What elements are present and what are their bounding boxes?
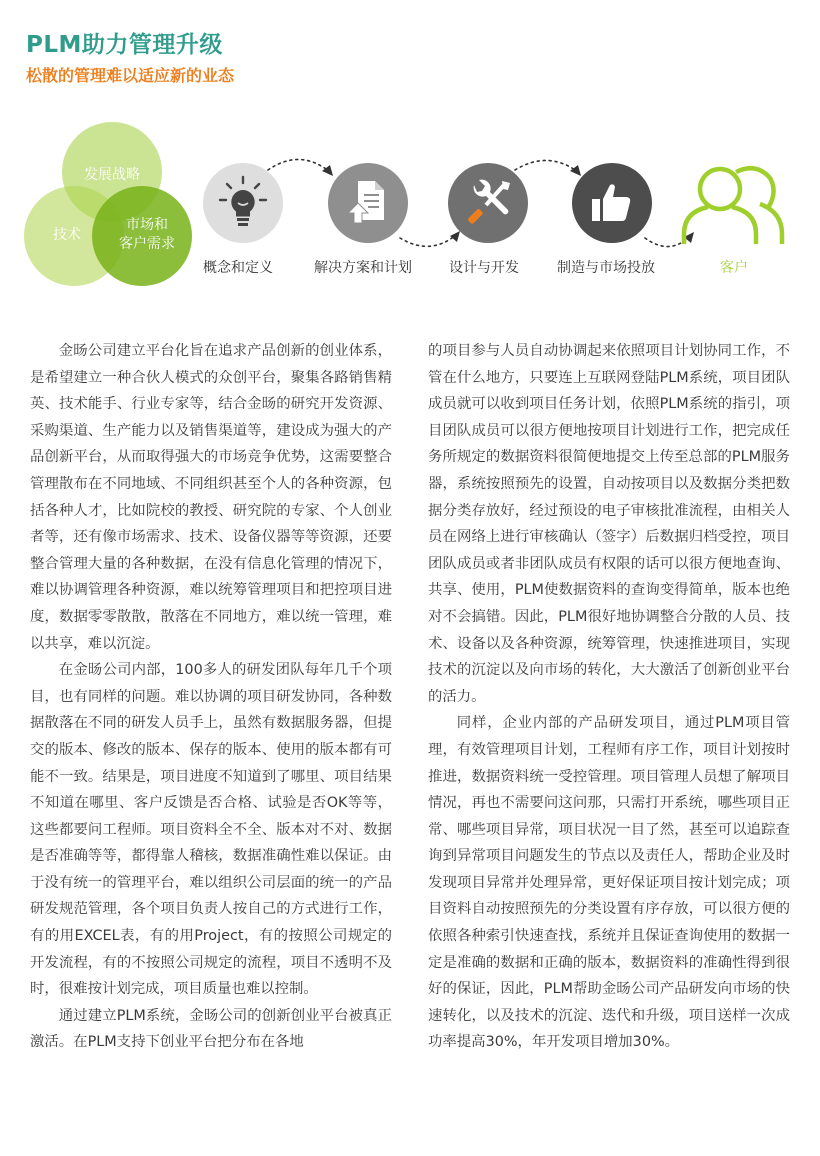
paragraph: 通过建立PLM系统，金旸公司的创新创业平台被真正激活。在PLM支持下创业平台把分布在各地 <box>30 1007 392 1051</box>
page-title: PLM助力管理升级 <box>26 32 223 58</box>
body-column-right <box>428 338 790 1056</box>
paragraph: 同样，企业内部的产品研发项目，通过PLM项目管理，有效管理项目计划，工程师有序工作，项目计划按时推进，数据资料统一受控管理。项目管理人员想了解项目情况，再也不需要问这问那，只需打开系统，哪些项目正常、哪些项目异常，项目状况一目了然，甚至可以追踪查询到异常项目问题发生的节点以及责任人，帮助企业及时发现项目异常并处理异常，更好保证项目按计划完成；项目资料自动按照预先的分类设置有序存放，可以很方便的依照各种索引快速查找，系统并且保证查询使用的数据一定是准确的数据和正确的版本，数据资料的准确性得到很好的保证，因此，PLM帮助金旸公司产品研发向市场的快速转化，以及技术的沉淀、迭代和升级，项目送样一次成功率提高30%，年开发项目增加30%。 <box>428 715 790 1051</box>
paragraph: 的项目参与人员自动协调起来依照项目计划协同工作，不管在什么地方，只要连上互联网登陆PLM系统，项目团队成员就可以收到项目任务计划，依照PLM系统的指引，项目团队成员可以很方便地按项目计划进行工作，把完成任务所规定的数据资料很简便地提交上传至总部的PLM服务器，系统按照预先的设置，自动按项目以及数据分类把数据分类存放好，经过预设的电子审核批准流程，由相关人员在网络上进行审核确认（签字）后数据归档受控，项目团队成员或者非团队成员有权限的话可以很方便地查询、共享、使用，PLM使数据资料的查询变得简单，版本也绝对不会搞错。因此，PLM很好地协调整合分散的人员、技术、设备以及各种资源，统筹管理，快速推进项目，实现技术的沉淀以及向市场的转化，大大激活了创新创业平台的活力。 <box>428 343 790 705</box>
thumbs-up-icon <box>572 163 652 243</box>
page-subtitle: 松散的管理难以适应新的业态 <box>26 66 235 85</box>
step-label-design: 设计与开发 <box>449 260 519 276</box>
step-label-manufacturing: 制造与市场投放 <box>557 260 655 276</box>
step-concept <box>203 163 283 243</box>
tools-icon <box>448 163 528 243</box>
venn-label-strategy: 发展战略 <box>84 167 140 183</box>
step-design <box>448 163 528 243</box>
venn-label-technology: 技术 <box>53 227 81 243</box>
lightbulb-icon <box>203 163 283 243</box>
document-upload-icon <box>328 163 408 243</box>
paragraph: 在金旸公司内部，100多人的研发团队每年几千个项目，也有同样的问题。难以协调的项目研发协同，各种数据散落在不同的研发人员手上，虽然有数据服务器，但提交的版本、修改的版本、保存的版本、使用的版本都有可能不一致。结果是，项目进度不知道到了哪里、项目结果不知道在哪里、客户反馈是否合格、试验是否OK等等，这些都要问工程师。项目资料全不全、版本对不对、数据是否准确等等，都得靠人稽核，数据准确性难以保证。由于没有统一的管理平台，难以组织公司层面的统一的产品研发规范管理，各个项目负责人按自己的方式进行工作，有的用EXCEL表，有的用Project，有的按照公司规定的开发流程，有的不按照公司规定的流程，项目不透明不及时，很难按计划完成，项目质量也难以控制。 <box>30 662 392 998</box>
users-icon <box>678 156 798 256</box>
step-label-solution: 解决方案和计划 <box>314 260 412 276</box>
step-manufacturing <box>572 163 652 243</box>
step-solution <box>328 163 408 243</box>
body-column-left <box>30 338 392 1056</box>
paragraph: 金旸公司建立平台化旨在追求产品创新的创业体系，是希望建立一种合伙人模式的众创平台，聚集各路销售精英、技术能手、行业专家等，结合金旸的研究开发资源、采购渠道、生产能力以及销售渠道等，建设成为强大的产品创新平台，从而取得强大的市场竞争优势，这需要整合管理散布在不同地域、不同组织甚至个人的各种资源，包括各种人才，比如院校的教授、研究院的专家、个人创业者等，还有像市场需求、技术、设备仪器等等资源，还要整合管理大量的各种数据，在没有信息化管理的情况下，难以协调管理各种资源，难以统筹管理项目和把控项目进度，数据零零散散，散落在不同地方，难以统一管理，难以共享，难以沉淀。 <box>30 343 392 652</box>
step-label-customer: 客户 <box>720 260 748 276</box>
venn-label-market: 市场和 客户需求 <box>119 217 175 252</box>
step-label-concept: 概念和定义 <box>203 260 273 276</box>
